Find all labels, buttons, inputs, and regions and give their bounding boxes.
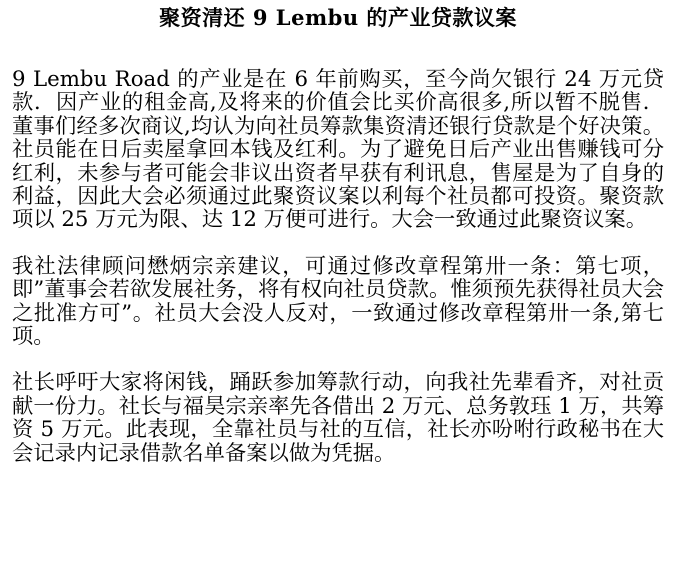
paragraph-constitution-amendment: 我社法律顾问懋炳宗亲建议，可通过修改章程第卅一条：第七项，即”董事会若欲发展社务，将有权向社员贷款。惟须预先获得社员大会之批准方可”。社员大会没人反对，一致通过修改章程第卅一条,第七项。 [12, 253, 664, 350]
paragraph-loan-background: 9 Lembu Road 的产业是在 6 年前购买，至今尚欠银行 24 万元贷款．因产业的租金高,及将来的价值会比买价高很多,所以暂不脱售．董事们经多次商议,均认为向社员筹款集资清还银行贷款是个好决策。社员能在日后卖屋拿回本钱及红利。为了避免日后产业出售赚钱可分红利，未参与者可能会非议出资者早获有利讯息，售屋是为了自身的利益，因此大会必须通过此聚资议案以利每个社员都可投资。聚资款项以 25 万元为限、达 12 万便可进行。大会一致通过此聚资议案。 [12, 67, 664, 233]
paragraph-fundraising-call: 社长呼吁大家将闲钱，踊跃参加筹款行动，向我社先辈看齐，对社贡献一份力。社长与福昊宗亲率先各借出 2 万元、总务敦珏 1 万，共筹资 5 万元。此表现，全靠社员与社的互信，社长亦吩咐行政秘书在大会记录内记录借款名单备案以做为凭据。 [12, 370, 664, 466]
document-page [12, 4, 664, 488]
document-title: 聚资清还 9 Lembu 的产业贷款议案 [159, 5, 517, 30]
